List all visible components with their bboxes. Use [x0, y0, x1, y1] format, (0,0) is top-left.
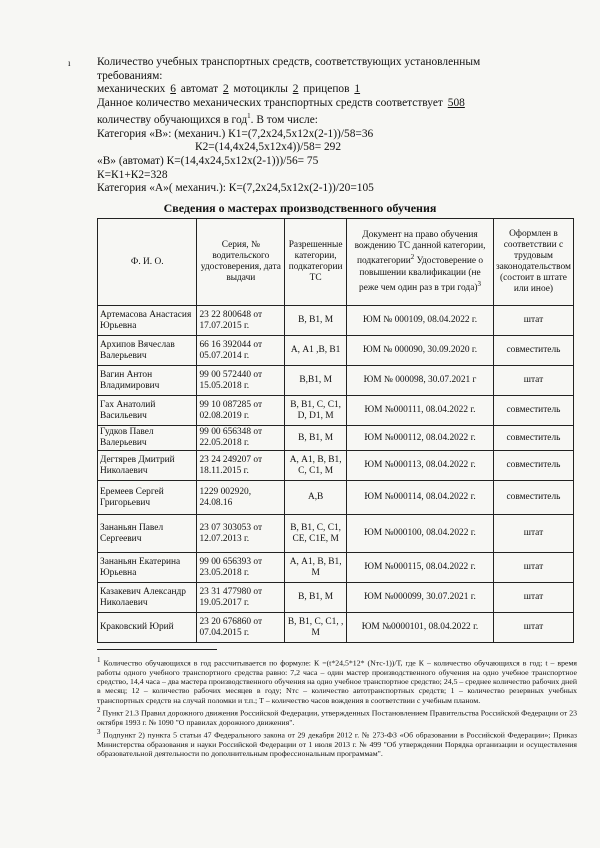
footnote-3-text: Подпункт 2) пункта 5 статьи 47 Федерального закона от 29 декабря 2012 г. № 273-ФЗ «Об образовании в Российской Федерации»; Приказ Министерства образования и науки Российской Федерации от 1 июля 2013 г. № 499 "Об утверждении Порядка организации и осуществления образовательной деятельности по дополнительным профессиональным программам".	[97, 730, 577, 759]
trailer-label: прицепов	[303, 83, 350, 96]
certificate: ЮМ № 000098, 30.07.2021 г	[347, 366, 494, 396]
header-employment: Оформлен в соответствии с трудовым законодательством (состоит в штате или иное)	[493, 219, 573, 306]
table-header-row	[98, 219, 574, 306]
employment-status: совместитель	[493, 426, 573, 451]
table-row	[98, 451, 574, 481]
footnote-3-num: 3	[97, 728, 101, 737]
footnote-2	[97, 706, 577, 727]
license-categories: А,В	[285, 481, 347, 515]
instructor-name: Зананьян Павел Сергеевич	[98, 515, 197, 553]
moto-label: мотоциклы	[233, 83, 288, 96]
intro-line-1: Количество учебных транспортных средств, соответствующих установленным	[97, 56, 481, 68]
students-text-2: количеству обучающихся в год	[97, 114, 248, 127]
header-certificate-b: Удостоверение о повышении квалификации (не реже чем один раз в три года)	[359, 256, 484, 293]
license-categories: А, А1 ,В, В1	[285, 336, 347, 366]
footnote-2-num: 2	[97, 706, 101, 715]
employment-status: штат	[493, 306, 573, 336]
instructor-name: Артемасова Анастасия Юрьевна	[98, 306, 197, 336]
employment-status: штат	[493, 613, 573, 643]
license-categories: В,В1, М	[285, 366, 347, 396]
table-row	[98, 481, 574, 515]
license-number: 99 10 087285 от 02.08.2019 г.	[197, 396, 285, 426]
employment-status: совместитель	[493, 396, 573, 426]
formula-b-k1: Категория «В»: (механич.) К1=(7,2х24,5х12х(2-1))/58=36	[97, 127, 374, 140]
license-categories: В, В1, М	[285, 583, 347, 613]
certificate: ЮМ №000099, 30.07.2021 г.	[347, 583, 494, 613]
certificate: ЮМ №000111, 08.04.2022 г.	[347, 396, 494, 426]
footnote-ref-2: 2	[410, 253, 415, 262]
intro-line-2: требованиям:	[97, 69, 163, 82]
students-text: Данное количество механических транспортных средств соответствует	[97, 96, 443, 109]
students-text-2-end: . В том числе:	[250, 114, 318, 127]
license-number: 99 00 656393 от 23.05.2018 г.	[197, 553, 285, 583]
license-number: 23 22 800648 от 17.07.2015 г.	[197, 306, 285, 336]
table-row	[98, 583, 574, 613]
employment-status: штат	[493, 583, 573, 613]
license-number: 23 07 303053 от 12.07.2013 г.	[197, 515, 285, 553]
instructor-name: Вагин Антон Владимирович	[98, 366, 197, 396]
header-license: Серия, № водительского удостоверения, дата выдачи	[197, 219, 285, 306]
formula-k-sum: К=К1+К2=328	[97, 168, 168, 181]
certificate: ЮМ №000113, 08.04.2022 г.	[347, 451, 494, 481]
instructor-name: Краковский Юрий	[98, 613, 197, 643]
instructor-name: Зананьян Екатерина Юрьевна	[98, 553, 197, 583]
mech-label: механических	[97, 83, 166, 96]
section-title: Сведения о мастерах производственного обучения	[163, 201, 437, 215]
footnote-ref-1: 1	[247, 112, 251, 121]
license-categories: В, В1, С, С1, , М	[285, 613, 347, 643]
auto-label: автомат	[180, 83, 219, 96]
header-categories: Разрешенные категории, подкатегории ТС	[285, 219, 347, 306]
instructor-name: Еремеев Сергей Григорьевич	[98, 481, 197, 515]
instructor-name: Гудков Павел Валерьевич	[98, 426, 197, 451]
license-categories: А, А1, В, В1, М	[285, 553, 347, 583]
table-row	[98, 306, 574, 336]
header-certificate-a: Документ на право обучения вождению ТС данной категории, подкатегории	[354, 230, 486, 267]
certificate: ЮМ №000115, 08.04.2022 г.	[347, 553, 494, 583]
certificate: ЮМ №000114, 08.04.2022 г.	[347, 481, 494, 515]
license-number: 23 24 249207 от 18.11.2015 г.	[197, 451, 285, 481]
students-line-2	[97, 110, 527, 127]
moto-value: 2	[292, 83, 299, 96]
license-categories: В, В1, С, С1, СЕ, С1Е, М	[285, 515, 347, 553]
instructor-name: Архипов Вячеслав Валерьевич	[98, 336, 197, 366]
footnote-ref-3: 3	[477, 279, 481, 288]
footnotes	[97, 656, 577, 760]
license-number: 1229 002920, 24.08.16	[197, 481, 285, 515]
instructor-name: Гах Анатолий Васильевич	[98, 396, 197, 426]
footnote-separator	[97, 649, 217, 650]
footnote-1	[97, 656, 577, 705]
instructor-name: Дегтярев Дмитрий Николаевич	[98, 451, 197, 481]
certificate: ЮМ № 000090, 30.09.2020 г.	[347, 336, 494, 366]
table-row	[98, 553, 574, 583]
license-categories: В, В1, М	[285, 306, 347, 336]
license-categories: В, В1, М	[285, 426, 347, 451]
certificate: ЮМ № 000109, 08.04.2022 г.	[347, 306, 494, 336]
instructor-name: Казакевич Александр Николаевич	[98, 583, 197, 613]
employment-status: штат	[493, 553, 573, 583]
employment-status: штат	[493, 515, 573, 553]
table-row	[98, 426, 574, 451]
license-categories: А, А1, В, В1, С, С1, М	[285, 451, 347, 481]
employment-status: совместитель	[493, 481, 573, 515]
license-number: 23 31 477980 от 19.05.2017 г.	[197, 583, 285, 613]
vehicle-count-section	[97, 56, 527, 196]
trailer-value: 1	[354, 83, 361, 96]
table-row	[98, 366, 574, 396]
auto-value: 2	[222, 83, 229, 96]
table-row	[98, 613, 574, 643]
formula-b-k2: К2=(14,4х24,5х12х4))/58= 292	[195, 141, 342, 154]
employment-status: штат	[493, 366, 573, 396]
table-row	[98, 515, 574, 553]
employment-status: совместитель	[493, 336, 573, 366]
mech-value: 6	[170, 83, 176, 96]
certificate: ЮМ №000100, 08.04.2022 г.	[347, 515, 494, 553]
table-row	[98, 336, 574, 366]
footnote-1-text: Количество обучающихся в год рассчитывается по формуле: К =(t*24,5*12* (Nтс-1))/Т, где К – количество обучающихся в год; t – время работы одного учебного транспортного средства равно: 7,2 часа – один мастер производственного обучения на одно учебное транспортное средство, 14,4 часа – два мастера производственного обучения на одно учебное транспортное средство; 24,5 – среднее количество рабочих дней в месяц; 12 – количество рабочих месяцев в году; Nтс – количество автотранспортных средств; 1 – количество резервных учебных транспортных средств на случай поломки и т.п.; Т – количество часов вождения в соответствии с учебным планом.	[97, 658, 577, 705]
students-line-1	[97, 97, 527, 111]
students-value: 508	[447, 96, 465, 109]
table-row	[98, 396, 574, 426]
certificate: ЮМ №0000101, 08.04.2022 г.	[347, 613, 494, 643]
formula-a: Категория «А»( механич.): К=(7,2х24,5х12х(2-1))/20=105	[97, 182, 374, 195]
corner-mark: ı	[68, 58, 71, 68]
footnote-3	[97, 728, 577, 758]
license-number: 99 00 656348 от 22.05.2018 г.	[197, 426, 285, 451]
instructors-table	[97, 218, 574, 643]
certificate: ЮМ №000112, 08.04.2022 г.	[347, 426, 494, 451]
footnote-1-num: 1	[97, 656, 101, 664]
license-categories: В, В1, С, С1, D, D1, М	[285, 396, 347, 426]
footnote-2-text: Пункт 21.3 Правил дорожного движения Российской Федерации, утвержденных Постановлением Правительства Российской Федерации от 23 октября 1993 г. № 1090 "О правилах дорожного движения".	[97, 708, 577, 727]
employment-status: совместитель	[493, 451, 573, 481]
formula-b-auto: «В» (автомат) К=(14,4х24,5х12х(2-1)))/56= 75	[97, 154, 319, 167]
license-number: 99 00 572440 от 15.05.2018 г.	[197, 366, 285, 396]
header-fio: Ф. И. О.	[98, 219, 197, 306]
license-number: 66 16 392044 от 05.07.2014 г.	[197, 336, 285, 366]
vehicle-counts-line	[97, 83, 527, 97]
license-number: 23 20 676860 от 07.04.2015 г.	[197, 613, 285, 643]
header-certificate	[347, 219, 494, 306]
